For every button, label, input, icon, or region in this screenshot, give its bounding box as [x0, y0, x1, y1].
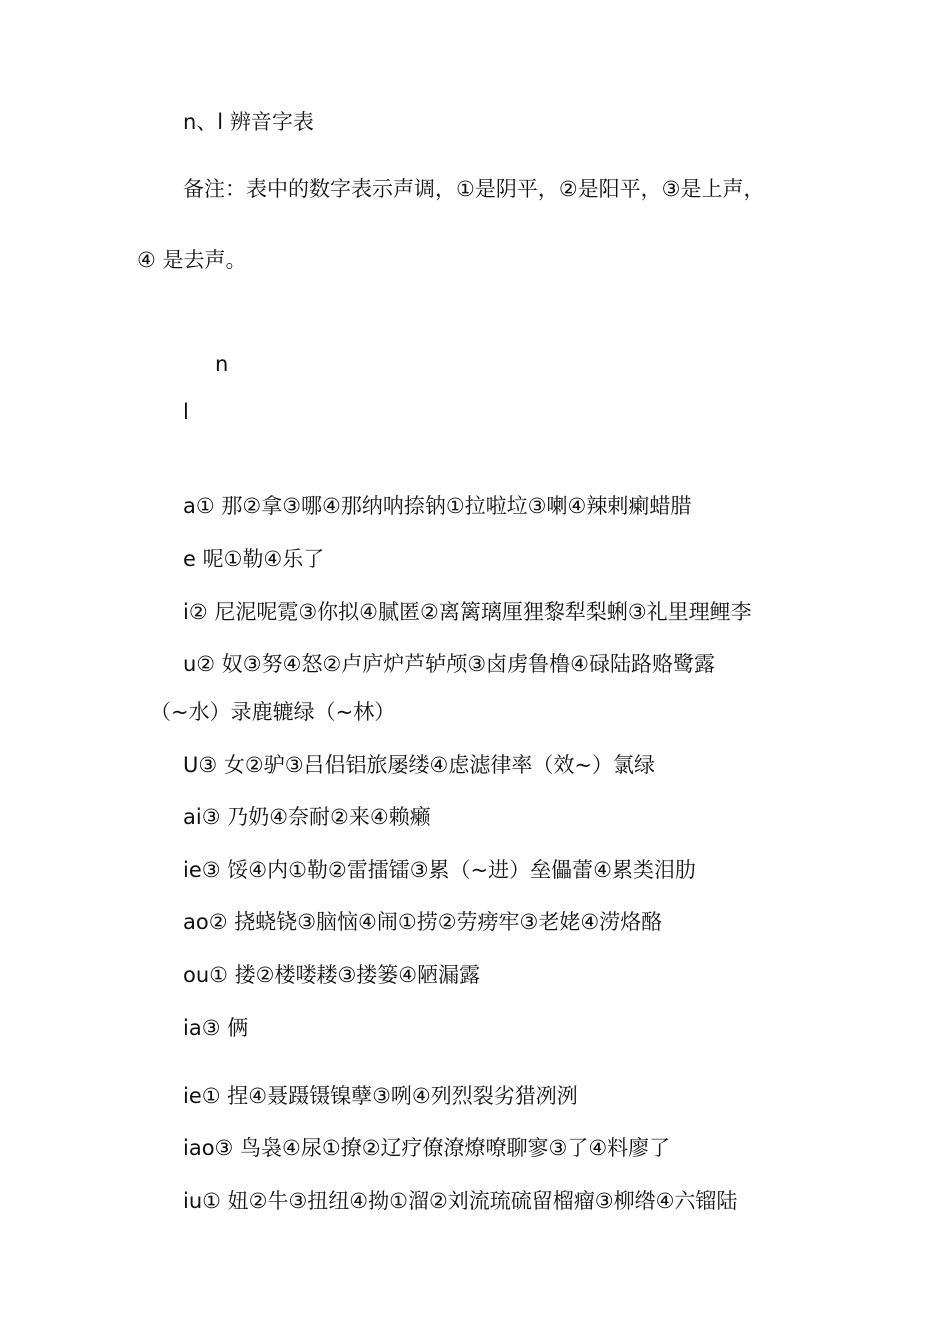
table-row-iao: iao③ 鸟袅④尿①撩②辽疗僚潦燎嘹聊寥③了④料廖了: [183, 1136, 671, 1160]
table-row-a: a① 那②拿③哪④那纳呐捺钠①拉啦垃③喇④辣剌瘌蜡腊: [183, 494, 692, 518]
table-row-iu: iu① 妞②牛③扭纽④拗①溜②刘流琉硫留榴瘤③柳绺④六镏陆: [183, 1189, 738, 1213]
column-header-n: n: [215, 352, 229, 376]
table-row-ia: ia③ 俩: [183, 1016, 249, 1040]
column-header-l: l: [183, 400, 189, 424]
table-row-ie-1: ie③ 馁④内①勒②雷擂镭③累（~进）垒儡蕾④累类泪肋: [183, 858, 696, 882]
table-row-e: e 呢①勒④乐了: [183, 547, 325, 571]
note-line-2: ④ 是去声。: [137, 248, 247, 272]
table-row-u: u② 奴③努④怒②卢庐炉芦轳颅③卤虏鲁橹④碌陆路赂鹭露: [183, 652, 715, 676]
page-title: n、l 辨音字表: [183, 110, 314, 134]
table-row-U: U③ 女②驴③吕侣铝旅屡缕④虑滤律率（效~）氯绿: [183, 753, 655, 777]
table-row-u-continued: （~水）录鹿辘绿（~林）: [150, 700, 396, 724]
table-row-ie-2: ie① 捏④聂蹑镊镍孽③咧④列烈裂劣猎冽洌: [183, 1084, 578, 1108]
table-row-i: i② 尼泥呢霓③你拟④腻匿②离篱璃厘狸黎犁梨蜊③礼里理鲤李: [183, 600, 752, 624]
note-line-1: 备注：表中的数字表示声调，①是阴平，②是阳平，③是上声，: [183, 177, 765, 201]
table-row-ou: ou① 搂②楼喽耧③搂篓④陋漏露: [183, 963, 481, 987]
table-row-ao: ao② 挠蛲铙③脑恼④闹①捞②劳痨牢③老姥④涝烙酪: [183, 910, 663, 934]
table-row-ai: ai③ 乃奶④奈耐②来④赖癞: [183, 805, 431, 829]
